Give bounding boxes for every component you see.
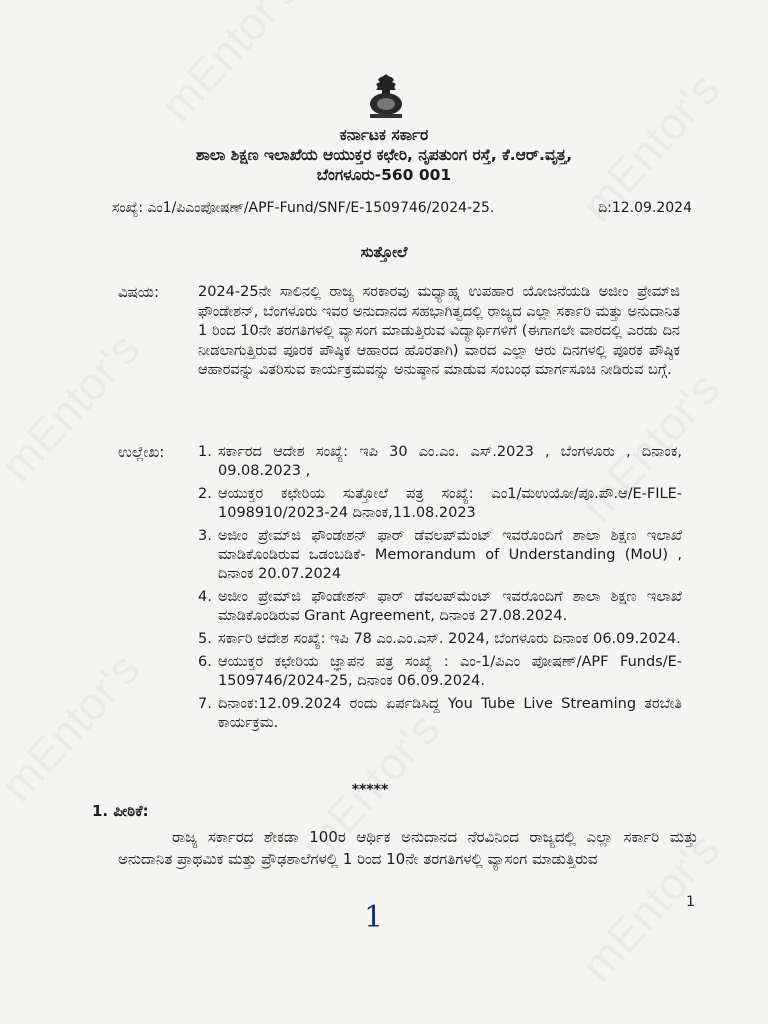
- reference-item: [198, 695, 682, 733]
- page-number: 1: [686, 894, 695, 910]
- reference-item-number: 2.: [198, 486, 212, 502]
- state-emblem-icon: [362, 70, 410, 122]
- reference-item: [198, 485, 682, 523]
- separator: *****: [351, 782, 389, 798]
- reference-line: [112, 200, 692, 216]
- reference-item-number: 1.: [198, 444, 212, 460]
- reference-item: [198, 630, 682, 649]
- reference-item-number: 6.: [198, 654, 212, 670]
- section-paragraph: ರಾಜ್ಯ ಸರ್ಕಾರದ ಶೇಕಡಾ 100ರ ಆರ್ಥಿಕ ಅನುದಾನದ ನೆರವಿನಿಂದ ರಾಜ್ಯದಲ್ಲಿ ಎಲ್ಲಾ ಸರ್ಕಾರಿ ಮತ್ತು ಅನುದಾನಿತ ಪ್ರಾಥಮಿಕ ಮತ್ತು ಪ್ರೌಢಶಾಲೆಗಳಲ್ಲಿ 1 ರಿಂದ 10ನೇ ತರಗತಿಗಳಲ್ಲಿ ವ್ಯಾಸಂಗ ಮಾಡುತ್ತಿರುವ: [118, 828, 698, 868]
- reference-item-text: ದಿನಾಂಕ:12.09.2024 ರಂದು ಏರ್ಪಡಿಸಿದ್ದ You Tube Live Streaming ತರಬೇತಿ ಕಾರ್ಯಕ್ರಮ.: [218, 696, 682, 731]
- watermark: [0, 322, 150, 492]
- references-label: ಉಲ್ಲೇಖ:: [118, 443, 165, 461]
- reference-item-text: ಅಜೀಂ ಪ್ರೇಮ್‌ಜಿ ಫೌಂಡೇಶನ್ ಫಾರ್ ಡೆವಲಪ್‌ಮೆಂಟ್ ಇವರೊಂದಿಗೆ ಶಾಲಾ ಶಿಕ್ಷಣ ಇಲಾಖೆ ಮಾಡಿಕೊಂಡಿರುವ ಒಡಂಬಡಿಕೆ- Memorandum of Understanding (MoU) , ದಿನಾಂಕ 20.07.2024: [218, 528, 682, 582]
- office-address: ಶಾಲಾ ಶಿಕ್ಷಣ ಇಲಾಖೆಯ ಆಯುಕ್ತರ ಕಛೇರಿ, ನೃಪತುಂಗ ರಸ್ತೆ, ಕೆ.ಆರ್.ವೃತ್ತ,: [195, 146, 573, 164]
- subject-label: ವಿಷಯ:: [118, 283, 159, 301]
- reference-item: [198, 527, 682, 584]
- reference-date: ದಿ:12.09.2024: [598, 200, 692, 216]
- watermark: [150, 0, 311, 132]
- government-name: ಕರ್ನಾಟಕ ಸರ್ಕಾರ: [339, 126, 429, 144]
- reference-item: [198, 653, 682, 691]
- section-heading: 1. ಪೀಠಿಕೆ:: [92, 802, 149, 820]
- reference-item-text: ಅಜೀಂ ಪ್ರೇಮ್‌ಜಿ ಫೌಂಡೇಶನ್ ಫಾರ್ ಡೆವಲಪ್‌ಮೆಂಟ್ ಇವರೊಂದಿಗೆ ಶಾಲಾ ಶಿಕ್ಷಣ ಇಲಾಖೆ ಮಾಡಿಕೊಂಡಿರುವ Grant Agreement, ದಿನಾಂಕ 27.08.2024.: [218, 589, 682, 624]
- reference-number: ಸಂಖ್ಯೆ: ಎಂ1/ಪಿಎಂಪೋಷಣ್/APF-Fund/SNF/E-1509746/2024-25.: [112, 200, 495, 216]
- reference-item: [198, 588, 682, 626]
- reference-item-text: ಆಯುಕ್ತರ ಕಛೇರಿಯ ಸುತ್ತೋಲೆ ಪತ್ರ ಸಂಖ್ಯೆ: ಎಂ1/ಮಉಯೋ/ಪೂ.ಪೌ.ಆ/E-FILE-1098910/2023-24 ದಿನಾಂಕ,11.08.2023: [218, 486, 682, 521]
- reference-item-number: 3.: [198, 528, 212, 544]
- subject-text: 2024-25ನೇ ಸಾಲಿನಲ್ಲಿ ರಾಜ್ಯ ಸರಕಾರವು ಮಧ್ಯಾಹ್ನ ಉಪಹಾರ ಯೋಜನೆಯಡಿ ಅಜೀಂ ಪ್ರೇಮ್‌ಜಿ ಫೌಂಡೇಶನ್, ಬೆಂಗಳೂರು ಇವರ ಅನುದಾನದ ಸಹಭಾಗಿತ್ವದಲ್ಲಿ ರಾಜ್ಯದ ಎಲ್ಲಾ ಸರ್ಕಾರಿ ಮತ್ತು ಅನುದಾನಿತ 1 ರಿಂದ 10ನೇ ತರಗತಿಗಳಲ್ಲಿ ವ್ಯಾಸಂಗ ಮಾಡುತ್ತಿರುವ ವಿದ್ಯಾರ್ಥಿಗಳಿಗೆ (ಈಗಾಗಲೇ ವಾರದಲ್ಲಿ ಎರಡು ದಿನ ನೀಡಲಾಗುತ್ತಿರುವ ಪೂರಕ ಪೌಷ್ಠಿಕ ಆಹಾರದ ಹೊರತಾಗಿ) ವಾರದ ಎಲ್ಲಾ ಆರು ದಿನಗಳಲ್ಲಿ ಪೂರಕ ಪೌಷ್ಠಿಕ ಆಹಾರವನ್ನು ವಿತರಿಸುವ ಕಾರ್ಯಕ್ರಮವನ್ನು ಅನುಷ್ಠಾನ ಮಾಡುವ ಸಂಬಂಧ ಮಾರ್ಗಸೂಚಿ ನೀಡಿರುವ ಬಗ್ಗೆ.: [198, 284, 680, 378]
- reference-item-number: 5.: [198, 631, 212, 647]
- document-title: ಸುತ್ತೋಲೆ: [360, 243, 408, 261]
- reference-item-text: ಆಯುಕ್ತರ ಕಛೇರಿಯ ಜ್ಞಾಪನ ಪತ್ರ ಸಂಖ್ಯೆ : ಎಂ-1/ಪಿಎಂ ಪೋಷಣ್/APF Funds/E-1509746/2024-25, ದಿನಾಂಕ 06.09.2024.: [218, 654, 682, 689]
- reference-item-number: 7.: [198, 696, 212, 712]
- references-list: [198, 443, 682, 737]
- reference-item-text: ಸರ್ಕಾರದ ಆದೇಶ ಸಂಖ್ಯೆ: ಇಪಿ 30 ಎಂ.ಎಂ. ಎಸ್.2023 , ಬೆಂಗಳೂರು , ದಿನಾಂಕ, 09.08.2023 ,: [218, 444, 682, 479]
- reference-item-number: 4.: [198, 589, 212, 605]
- handwritten-mark: 1: [364, 900, 384, 935]
- office-city: ಬೆಂಗಳೂರು-560 001: [316, 166, 452, 184]
- reference-item-text: ಸರ್ಕಾರಿ ಆದೇಶ ಸಂಖ್ಯೆ: ಇಪಿ 78 ಎಂ.ಎಂ.ಎಸ್. 2024, ಬೆಂಗಳೂರು ದಿನಾಂಕ 06.09.2024.: [218, 631, 681, 647]
- reference-item: [198, 443, 682, 481]
